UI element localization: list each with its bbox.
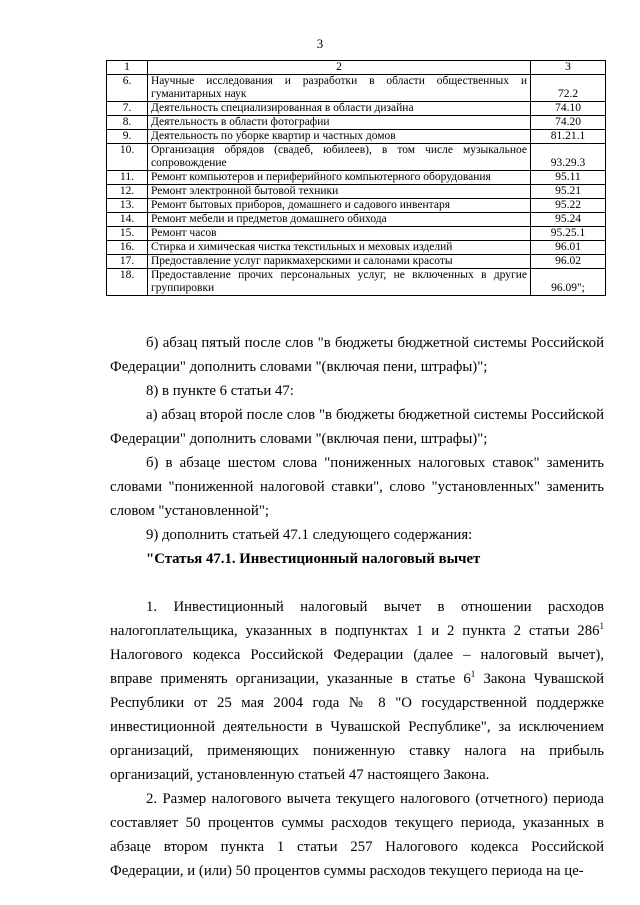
row-activity: Деятельность в области фотографии — [148, 116, 531, 130]
table-row — [107, 213, 606, 227]
row-activity: Стирка и химическая чистка текстильных и меховых изделий — [148, 241, 531, 255]
table-row — [107, 227, 606, 241]
header-cell: 3 — [531, 61, 606, 75]
table-row — [107, 144, 606, 171]
row-code: 95.22 — [531, 199, 606, 213]
row-code: 95.25.1 — [531, 227, 606, 241]
row-activity: Предоставление услуг парикмахерскими и салонами красоты — [148, 255, 531, 269]
row-number: 16. — [107, 241, 148, 255]
paragraph-part: Налогового кодекса Российской Федерации (далее – налоговый вычет), вправе применять организации, указанные в статье 6 — [110, 647, 604, 687]
row-activity: Ремонт мебели и предметов домашнего обихода — [148, 213, 531, 227]
header-cell: 2 — [148, 61, 531, 75]
row-number: 7. — [107, 102, 148, 116]
document-body — [110, 331, 604, 883]
row-code: 81.21.1 — [531, 130, 606, 144]
table-row — [107, 75, 606, 102]
row-activity: Ремонт компьютеров и периферийного компьютерного оборудования — [148, 171, 531, 185]
table-row — [107, 255, 606, 269]
row-number: 18. — [107, 269, 148, 296]
row-code: 72.2 — [531, 75, 606, 102]
row-number: 15. — [107, 227, 148, 241]
article-title: "Статья 47.1. Инвестиционный налоговый вычет — [146, 551, 481, 567]
row-activity: Деятельность специализированная в области дизайна — [148, 102, 531, 116]
paragraph: 2. Размер налогового вычета текущего налогового (отчетного) периода составляет 50 процентов суммы расходов текущего периода, указанных в абзаце втором пункта 1 статьи 257 Налогового кодекса Российской Федерации, и (или) 50 процентов суммы расходов текущего периода на це- — [110, 791, 604, 879]
paragraph: 9) дополнить статьей 47.1 следующего содержания: — [146, 527, 473, 543]
paragraph: б) в абзаце шестом слова "пониженных налоговых ставок" заменить словами "пониженной налоговой ставки", слово "установленных" заменить словом "установленной"; — [110, 455, 604, 519]
header-cell: 1 — [107, 61, 148, 75]
row-code: 74.10 — [531, 102, 606, 116]
row-code: 96.09"; — [531, 269, 606, 296]
row-code: 95.11 — [531, 171, 606, 185]
table-row — [107, 102, 606, 116]
row-code: 93.29.3 — [531, 144, 606, 171]
row-activity: Научные исследования и разработки в области общественных и гуманитарных наук — [148, 75, 531, 102]
row-number: 17. — [107, 255, 148, 269]
table-row — [107, 130, 606, 144]
paragraph-part: 1. Инвестиционный налоговый вычет в отношении расходов налогоплательщика, указанных в подпунктах 1 и 2 пункта 2 статьи 286 — [110, 599, 604, 639]
table-row — [107, 171, 606, 185]
table-row — [107, 185, 606, 199]
row-number: 14. — [107, 213, 148, 227]
row-number: 9. — [107, 130, 148, 144]
paragraph: 8) в пункте 6 статьи 47: — [146, 383, 294, 399]
table-row — [107, 269, 606, 296]
superscript: 1 — [470, 669, 476, 680]
row-number: 6. — [107, 75, 148, 102]
table-row — [107, 199, 606, 213]
row-code: 96.01 — [531, 241, 606, 255]
row-activity: Ремонт часов — [148, 227, 531, 241]
row-code: 95.24 — [531, 213, 606, 227]
row-activity: Деятельность по уборке квартир и частных домов — [148, 130, 531, 144]
row-number: 10. — [107, 144, 148, 171]
row-code: 95.21 — [531, 185, 606, 199]
row-activity: Ремонт электронной бытовой техники — [148, 185, 531, 199]
row-code: 74.20 — [531, 116, 606, 130]
table-row — [107, 241, 606, 255]
row-number: 11. — [107, 171, 148, 185]
page-number: 3 — [316, 36, 324, 51]
table-header-row — [107, 61, 606, 75]
paragraph — [110, 595, 604, 787]
row-number: 13. — [107, 199, 148, 213]
table-row — [107, 116, 606, 130]
row-number: 8. — [107, 116, 148, 130]
paragraph-part: Закона Чувашской Республики от 25 мая 2004 года № 8 "О государственной поддержке инвестиционной деятельности в Чувашской Республике", за исключением организаций, применяющих пониженную ставку налога на прибыль организаций, установленную статьей 47 настоящего Закона. — [110, 671, 604, 783]
row-activity: Предоставление прочих персональных услуг, не включенных в другие группировки — [148, 269, 531, 296]
paragraph: б) абзац пятый после слов "в бюджеты бюджетной системы Российской Федерации" дополнить словами "(включая пени, штрафы)"; — [110, 335, 604, 375]
superscript: 1 — [599, 621, 604, 632]
activity-codes-table — [106, 60, 606, 296]
paragraph: а) абзац второй после слов "в бюджеты бюджетной системы Российской Федерации" дополнить словами "(включая пени, штрафы)"; — [110, 407, 604, 447]
row-code: 96.02 — [531, 255, 606, 269]
row-number: 12. — [107, 185, 148, 199]
row-activity: Организация обрядов (свадеб, юбилеев), в том числе музыкальное сопровождение — [148, 144, 531, 171]
row-activity: Ремонт бытовых приборов, домашнего и садового инвентаря — [148, 199, 531, 213]
